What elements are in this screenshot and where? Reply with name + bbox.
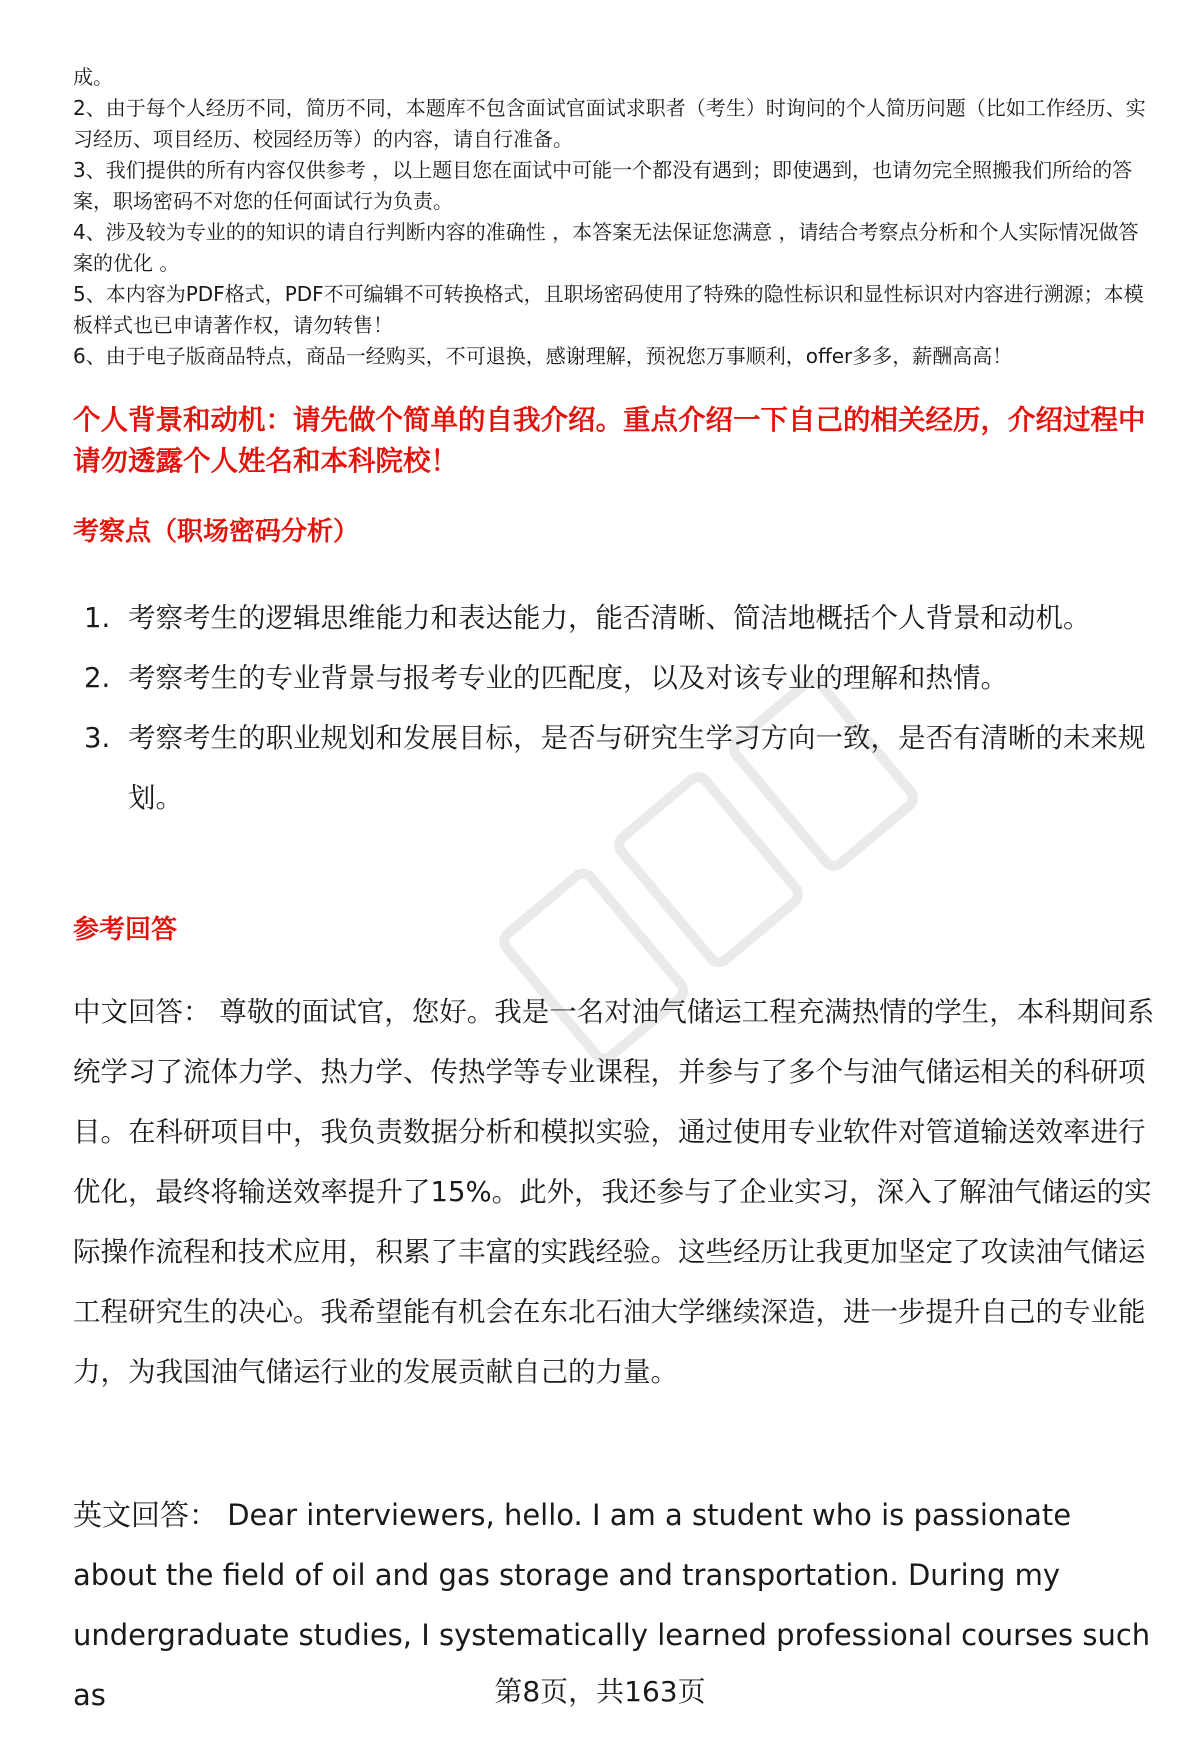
- list-number: 2.: [84, 662, 111, 694]
- list-item: [84, 648, 1154, 708]
- list-number: 1.: [84, 602, 111, 634]
- list-text: 考察考生的职业规划和发展目标，是否与研究生学习方向一致，是否有清晰的未来规划。: [128, 722, 1146, 814]
- list-item: [84, 708, 1154, 828]
- exam-points-list: [84, 588, 1154, 828]
- answer-chinese: 中文回答： 尊敬的面试官，您好。我是一名对油气储运工程充满热情的学生，本科期间系统学习了流体力学、热力学、传热学等专业课程，并参与了多个与油气储运相关的科研项目。在科研项目中，我负责数据分析和模拟实验，通过使用专业软件对管道输送效率进行优化，最终将输送效率提升了15%。此外，我还参与了企业实习，深入了解油气储运的实际操作流程和技术应用，积累了丰富的实践经验。这些经历让我更加坚定了攻读油气储运工程研究生的决心。我希望能有机会在东北石油大学继续深造，进一步提升自己的专业能力，为我国油气储运行业的发展贡献自己的力量。: [73, 996, 1155, 1388]
- notice-item: 3、我们提供的所有内容仅供参考 ，以上题目您在面试中可能一个都没有遇到；即使遇到，也请勿完全照搬我们所给的答案，职场密码不对您的任何面试行为负责。: [73, 158, 1133, 213]
- page-number-footer: 第8页，共163页: [494, 1675, 706, 1708]
- reference-answer-title: 参考回答: [73, 915, 178, 945]
- notice-list: [73, 62, 1153, 372]
- notice-item: 5、本内容为PDF格式，PDF不可编辑不可转换格式，且职场密码使用了特殊的隐性标识和显性标识对内容进行溯源；本模板样式也已申请著作权，请勿转售！: [73, 282, 1144, 337]
- answer-english: 英文回答： Dear interviewers, hello. I am a student who is passionate about the field of oil and gas storage and transportation. During my undergraduate studies, I systematically learned professional courses such as: [73, 1498, 1151, 1712]
- list-item: [84, 588, 1154, 648]
- notice-item: 成。: [73, 65, 113, 89]
- exam-points-title: 考察点（职场密码分析）: [73, 517, 360, 547]
- notice-item: 2、由于每个人经历不同，简历不同，本题库不包含面试官面试求职者（考生）时询问的个人简历问题（比如工作经历、实习经历、项目经历、校园经历等）的内容，请自行准备。: [73, 96, 1146, 151]
- list-text: 考察考生的逻辑思维能力和表达能力，能否清晰、简洁地概括个人背景和动机。: [128, 602, 1091, 634]
- question-title: 个人背景和动机：请先做个简单的自我介绍。重点介绍一下自己的相关经历，介绍过程中请勿透露个人姓名和本科院校！: [73, 404, 1146, 477]
- list-text: 考察考生的专业背景与报考专业的匹配度，以及对该专业的理解和热情。: [128, 662, 1008, 694]
- notice-item: 4、涉及较为专业的的知识的请自行判断内容的准确性 ，本答案无法保证您满意 ，请结合考察点分析和个人实际情况做答案的优化 。: [73, 220, 1139, 275]
- list-number: 3.: [84, 722, 111, 754]
- notice-item: 6、由于电子版商品特点，商品一经购买，不可退换，感谢理解，预祝您万事顺利，offer多多，薪酬高高！: [73, 344, 1013, 368]
